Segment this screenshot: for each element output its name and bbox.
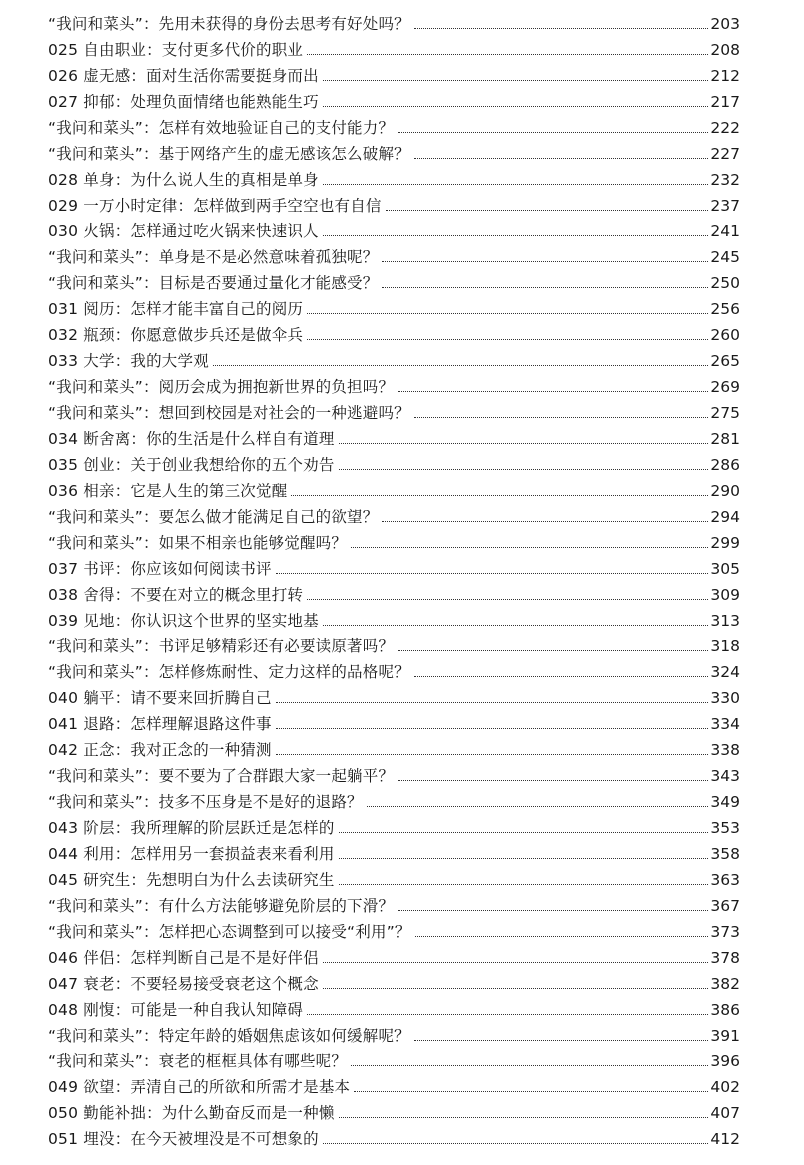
- toc-entry[interactable]: [48, 631, 740, 657]
- toc-entry-page-number: 330: [710, 689, 740, 708]
- toc-entry[interactable]: [48, 786, 740, 812]
- toc-entry-title: 042 正念：我对正念的一种猜测: [48, 741, 272, 760]
- toc-entry-page-number: 313: [710, 611, 740, 630]
- toc-entry-title: “我问和菜头”：单身是不是必然意味着孤独呢？: [48, 248, 379, 267]
- toc-entry-title: “我问和菜头”：目标是否要通过量化才能感受？: [48, 274, 379, 293]
- toc-entry[interactable]: [48, 423, 740, 449]
- toc-entry-title: 044 利用：怎样用另一套损益表来看利用: [48, 844, 335, 863]
- toc-entry-page-number: 241: [710, 222, 740, 241]
- toc-entry-page-number: 407: [710, 1104, 740, 1123]
- toc-entry-title: “我问和菜头”：如果不相亲也能够觉醒吗？: [48, 533, 348, 552]
- toc-entry[interactable]: [48, 527, 740, 553]
- toc-entry-page-number: 334: [710, 715, 740, 734]
- toc-entry[interactable]: [48, 579, 740, 605]
- toc-entry[interactable]: [48, 449, 740, 475]
- dot-leader: [414, 158, 709, 159]
- toc-entry-page-number: 281: [710, 429, 740, 448]
- toc-entry-title: 026 虚无感：面对生活你需要挺身而出: [48, 66, 319, 85]
- dot-leader: [414, 1040, 709, 1041]
- toc-entry[interactable]: [48, 216, 740, 242]
- toc-entry-page-number: 294: [710, 507, 740, 526]
- toc-entry-page-number: 260: [710, 326, 740, 345]
- toc-entry-page-number: 250: [710, 274, 740, 293]
- toc-entry[interactable]: [48, 968, 740, 994]
- dot-leader: [323, 80, 709, 81]
- dot-leader: [414, 28, 709, 29]
- toc-entry-title: “我问和菜头”：怎样修炼耐性、定力这样的品格呢？: [48, 663, 410, 682]
- toc-entry[interactable]: [48, 656, 740, 682]
- toc-entry[interactable]: [48, 397, 740, 423]
- toc-entry-page-number: 275: [710, 404, 740, 422]
- toc-entry-page-number: 222: [710, 118, 740, 137]
- toc-entry[interactable]: [48, 994, 740, 1020]
- toc-entry-page-number: 358: [710, 844, 740, 863]
- toc-entry-page-number: 343: [710, 767, 740, 786]
- toc-entry-title: “我问和菜头”：有什么方法能够避免阶层的下滑？: [48, 896, 395, 915]
- toc-entry-title: 045 研究生：先想明白为什么去读研究生: [48, 870, 335, 889]
- dot-leader: [351, 547, 708, 548]
- toc-entry-title: 029 一万小时定律：怎样做到两手空空也有自信: [48, 196, 382, 215]
- toc-entry-page-number: 208: [710, 40, 740, 59]
- dot-leader: [307, 313, 708, 314]
- toc-entry-title: 050 勤能补拙：为什么勤奋反而是一种懒: [48, 1104, 335, 1123]
- toc-entry-title: 038 舍得：不要在对立的概念里打转: [48, 585, 304, 604]
- toc-entry[interactable]: [48, 1020, 740, 1046]
- toc-entry[interactable]: [48, 760, 740, 786]
- dot-leader: [307, 599, 708, 600]
- toc-entry[interactable]: [48, 345, 740, 371]
- toc-entry[interactable]: [48, 812, 740, 838]
- toc-entry-title: “我问和菜头”：书评足够精彩还有必要读原著吗？: [48, 637, 395, 656]
- dot-leader: [339, 884, 709, 885]
- toc-entry[interactable]: [48, 164, 740, 190]
- toc-entry-page-number: 386: [710, 1000, 740, 1019]
- toc-entry-page-number: 324: [710, 663, 740, 682]
- toc-entry-title: 036 相亲：它是人生的第三次觉醒: [48, 481, 288, 500]
- toc-entry-title: “我问和菜头”：阅历会成为拥抱新世界的负担吗？: [48, 378, 395, 397]
- dot-leader: [276, 728, 709, 729]
- toc-entry-page-number: 305: [710, 559, 740, 578]
- dot-leader: [276, 702, 709, 703]
- toc-entry-page-number: 269: [710, 378, 740, 397]
- toc-entry[interactable]: [48, 553, 740, 579]
- toc-entry[interactable]: [48, 475, 740, 501]
- toc-entry-page-number: 299: [710, 533, 740, 552]
- toc-entry-page-number: 349: [710, 793, 740, 812]
- toc-entry-page-number: 217: [710, 92, 740, 111]
- toc-entry-title: “我问和菜头”：怎样有效地验证自己的支付能力？: [48, 118, 395, 137]
- dot-leader: [213, 365, 708, 366]
- toc-entry-page-number: 367: [710, 896, 740, 915]
- toc-entry-page-number: 353: [710, 819, 740, 837]
- dot-leader: [415, 936, 709, 937]
- toc-entry-title: 032 瓶颈：你愿意做步兵还是做伞兵: [48, 326, 304, 345]
- toc-entry[interactable]: [48, 190, 740, 216]
- toc-entry[interactable]: [48, 34, 740, 60]
- toc-entry-page-number: 396: [710, 1052, 740, 1071]
- dot-leader: [323, 1143, 709, 1144]
- dot-leader: [398, 391, 708, 392]
- toc-entry-page-number: 265: [710, 352, 740, 371]
- toc-entry-title: 051 埋没：在今天被埋没是不可想象的: [48, 1130, 319, 1149]
- toc-entry[interactable]: [48, 708, 740, 734]
- toc-entry[interactable]: [48, 1097, 740, 1123]
- table-of-contents: [48, 8, 740, 1149]
- toc-entry[interactable]: [48, 1046, 740, 1072]
- toc-entry[interactable]: [48, 682, 740, 708]
- toc-entry-title: “我问和菜头”：想回到校园是对社会的一种逃避吗？: [48, 404, 410, 422]
- dot-leader: [351, 1065, 708, 1066]
- toc-entry-page-number: 256: [710, 300, 740, 319]
- toc-entry-title: 027 抑郁：处理负面情绪也能熟能生巧: [48, 92, 319, 111]
- toc-entry[interactable]: [48, 371, 740, 397]
- toc-entry-title: 030 火锅：怎样通过吃火锅来快速识人: [48, 222, 319, 241]
- dot-leader: [339, 858, 709, 859]
- dot-leader: [386, 210, 709, 211]
- dot-leader: [323, 106, 709, 107]
- dot-leader: [276, 754, 709, 755]
- toc-entry[interactable]: [48, 916, 740, 942]
- toc-entry[interactable]: [48, 293, 740, 319]
- dot-leader: [339, 469, 709, 470]
- toc-entry-title: 034 断舍离：你的生活是什么样自有道理: [48, 429, 335, 448]
- toc-entry-title: “我问和菜头”：要怎么做才能满足自己的欲望？: [48, 507, 379, 526]
- toc-entry-page-number: 402: [710, 1078, 740, 1097]
- toc-entry-title: “我问和菜头”：衰老的框框具体有哪些呢？: [48, 1052, 348, 1071]
- toc-entry-title: 047 衰老：不要轻易接受衰老这个概念: [48, 974, 319, 993]
- toc-entry[interactable]: [48, 60, 740, 86]
- toc-entry[interactable]: [48, 319, 740, 345]
- toc-entry[interactable]: [48, 942, 740, 968]
- dot-leader: [398, 910, 708, 911]
- dot-leader: [323, 988, 709, 989]
- toc-entry-title: “我问和菜头”：怎样把心态调整到可以接受“利用”？: [48, 922, 411, 941]
- dot-leader: [398, 780, 708, 781]
- toc-entry[interactable]: [48, 734, 740, 760]
- dot-leader: [339, 443, 709, 444]
- toc-entry-title: 033 大学：我的大学观: [48, 352, 209, 371]
- toc-entry-page-number: 382: [710, 974, 740, 993]
- toc-entry[interactable]: [48, 864, 740, 890]
- dot-leader: [398, 650, 708, 651]
- toc-entry-page-number: 318: [710, 637, 740, 656]
- toc-entry[interactable]: [48, 86, 740, 112]
- toc-entry[interactable]: [48, 138, 740, 164]
- toc-entry[interactable]: [48, 267, 740, 293]
- toc-entry[interactable]: [48, 8, 740, 34]
- dot-leader: [276, 573, 709, 574]
- toc-entry-page-number: 391: [710, 1026, 740, 1045]
- dot-leader: [307, 54, 708, 55]
- dot-leader: [367, 806, 709, 807]
- toc-entry[interactable]: [48, 1123, 740, 1149]
- toc-entry[interactable]: [48, 1071, 740, 1097]
- toc-entry-title: 046 伴侣：怎样判断自己是不是好伴侣: [48, 948, 319, 967]
- toc-entry[interactable]: [48, 112, 740, 138]
- toc-entry-page-number: 237: [710, 196, 740, 215]
- dot-leader: [398, 132, 708, 133]
- toc-entry-title: 035 创业：关于创业我想给你的五个劝告: [48, 455, 335, 474]
- toc-entry[interactable]: [48, 605, 740, 631]
- dot-leader: [307, 339, 708, 340]
- toc-entry-title: 043 阶层：我所理解的阶层跃迁是怎样的: [48, 819, 335, 837]
- toc-entry-title: “我问和菜头”：技多不压身是不是好的退路？: [48, 793, 363, 812]
- toc-entry-page-number: 232: [710, 170, 740, 189]
- toc-entry-title: “我问和菜头”：特定年龄的婚姻焦虑该如何缓解呢？: [48, 1026, 410, 1045]
- toc-entry-title: 031 阅历：怎样才能丰富自己的阅历: [48, 300, 304, 319]
- dot-leader: [323, 962, 709, 963]
- toc-entry-title: 039 见地：你认识这个世界的坚实地基: [48, 611, 319, 630]
- dot-leader: [307, 1014, 708, 1015]
- toc-entry-page-number: 373: [710, 922, 740, 941]
- toc-entry[interactable]: [48, 838, 740, 864]
- toc-entry-page-number: 378: [710, 948, 740, 967]
- toc-entry-title: 041 退路：怎样理解退路这件事: [48, 715, 272, 734]
- dot-leader: [339, 832, 709, 833]
- dot-leader: [414, 417, 709, 418]
- toc-entry-title: 037 书评：你应该如何阅读书评: [48, 559, 272, 578]
- toc-entry-page-number: 227: [710, 144, 740, 163]
- toc-entry[interactable]: [48, 501, 740, 527]
- toc-entry-title: 049 欲望：弄清自己的所欲和所需才是基本: [48, 1078, 351, 1097]
- toc-entry-page-number: 363: [710, 870, 740, 889]
- dot-leader: [382, 287, 708, 288]
- toc-entry-page-number: 286: [710, 455, 740, 474]
- toc-entry-title: “我问和菜头”：先用未获得的身份去思考有好处吗？: [48, 14, 410, 33]
- toc-entry-page-number: 212: [710, 66, 740, 85]
- toc-entry-title: 040 躺平：请不要来回折腾自己: [48, 689, 272, 708]
- toc-entry-page-number: 309: [710, 585, 740, 604]
- toc-entry-page-number: 290: [710, 481, 740, 500]
- toc-entry-title: “我问和菜头”：要不要为了合群跟大家一起躺平？: [48, 767, 395, 786]
- dot-leader: [382, 261, 708, 262]
- dot-leader: [339, 1117, 709, 1118]
- dot-leader: [323, 625, 709, 626]
- toc-entry[interactable]: [48, 890, 740, 916]
- dot-leader: [323, 235, 709, 236]
- toc-entry-page-number: 412: [710, 1130, 740, 1149]
- toc-entry[interactable]: [48, 241, 740, 267]
- toc-entry-title: 025 自由职业：支付更多代价的职业: [48, 40, 304, 59]
- dot-leader: [354, 1091, 708, 1092]
- dot-leader: [291, 495, 708, 496]
- toc-entry-title: 048 刚愎：可能是一种自我认知障碍: [48, 1000, 304, 1019]
- toc-entry-title: “我问和菜头”：基于网络产生的虚无感该怎么破解？: [48, 144, 410, 163]
- toc-entry-page-number: 245: [710, 248, 740, 267]
- dot-leader: [414, 676, 709, 677]
- toc-entry-title: 028 单身：为什么说人生的真相是单身: [48, 170, 319, 189]
- dot-leader: [323, 184, 709, 185]
- toc-entry-page-number: 338: [710, 741, 740, 760]
- dot-leader: [382, 521, 708, 522]
- toc-entry-page-number: 203: [710, 14, 740, 33]
